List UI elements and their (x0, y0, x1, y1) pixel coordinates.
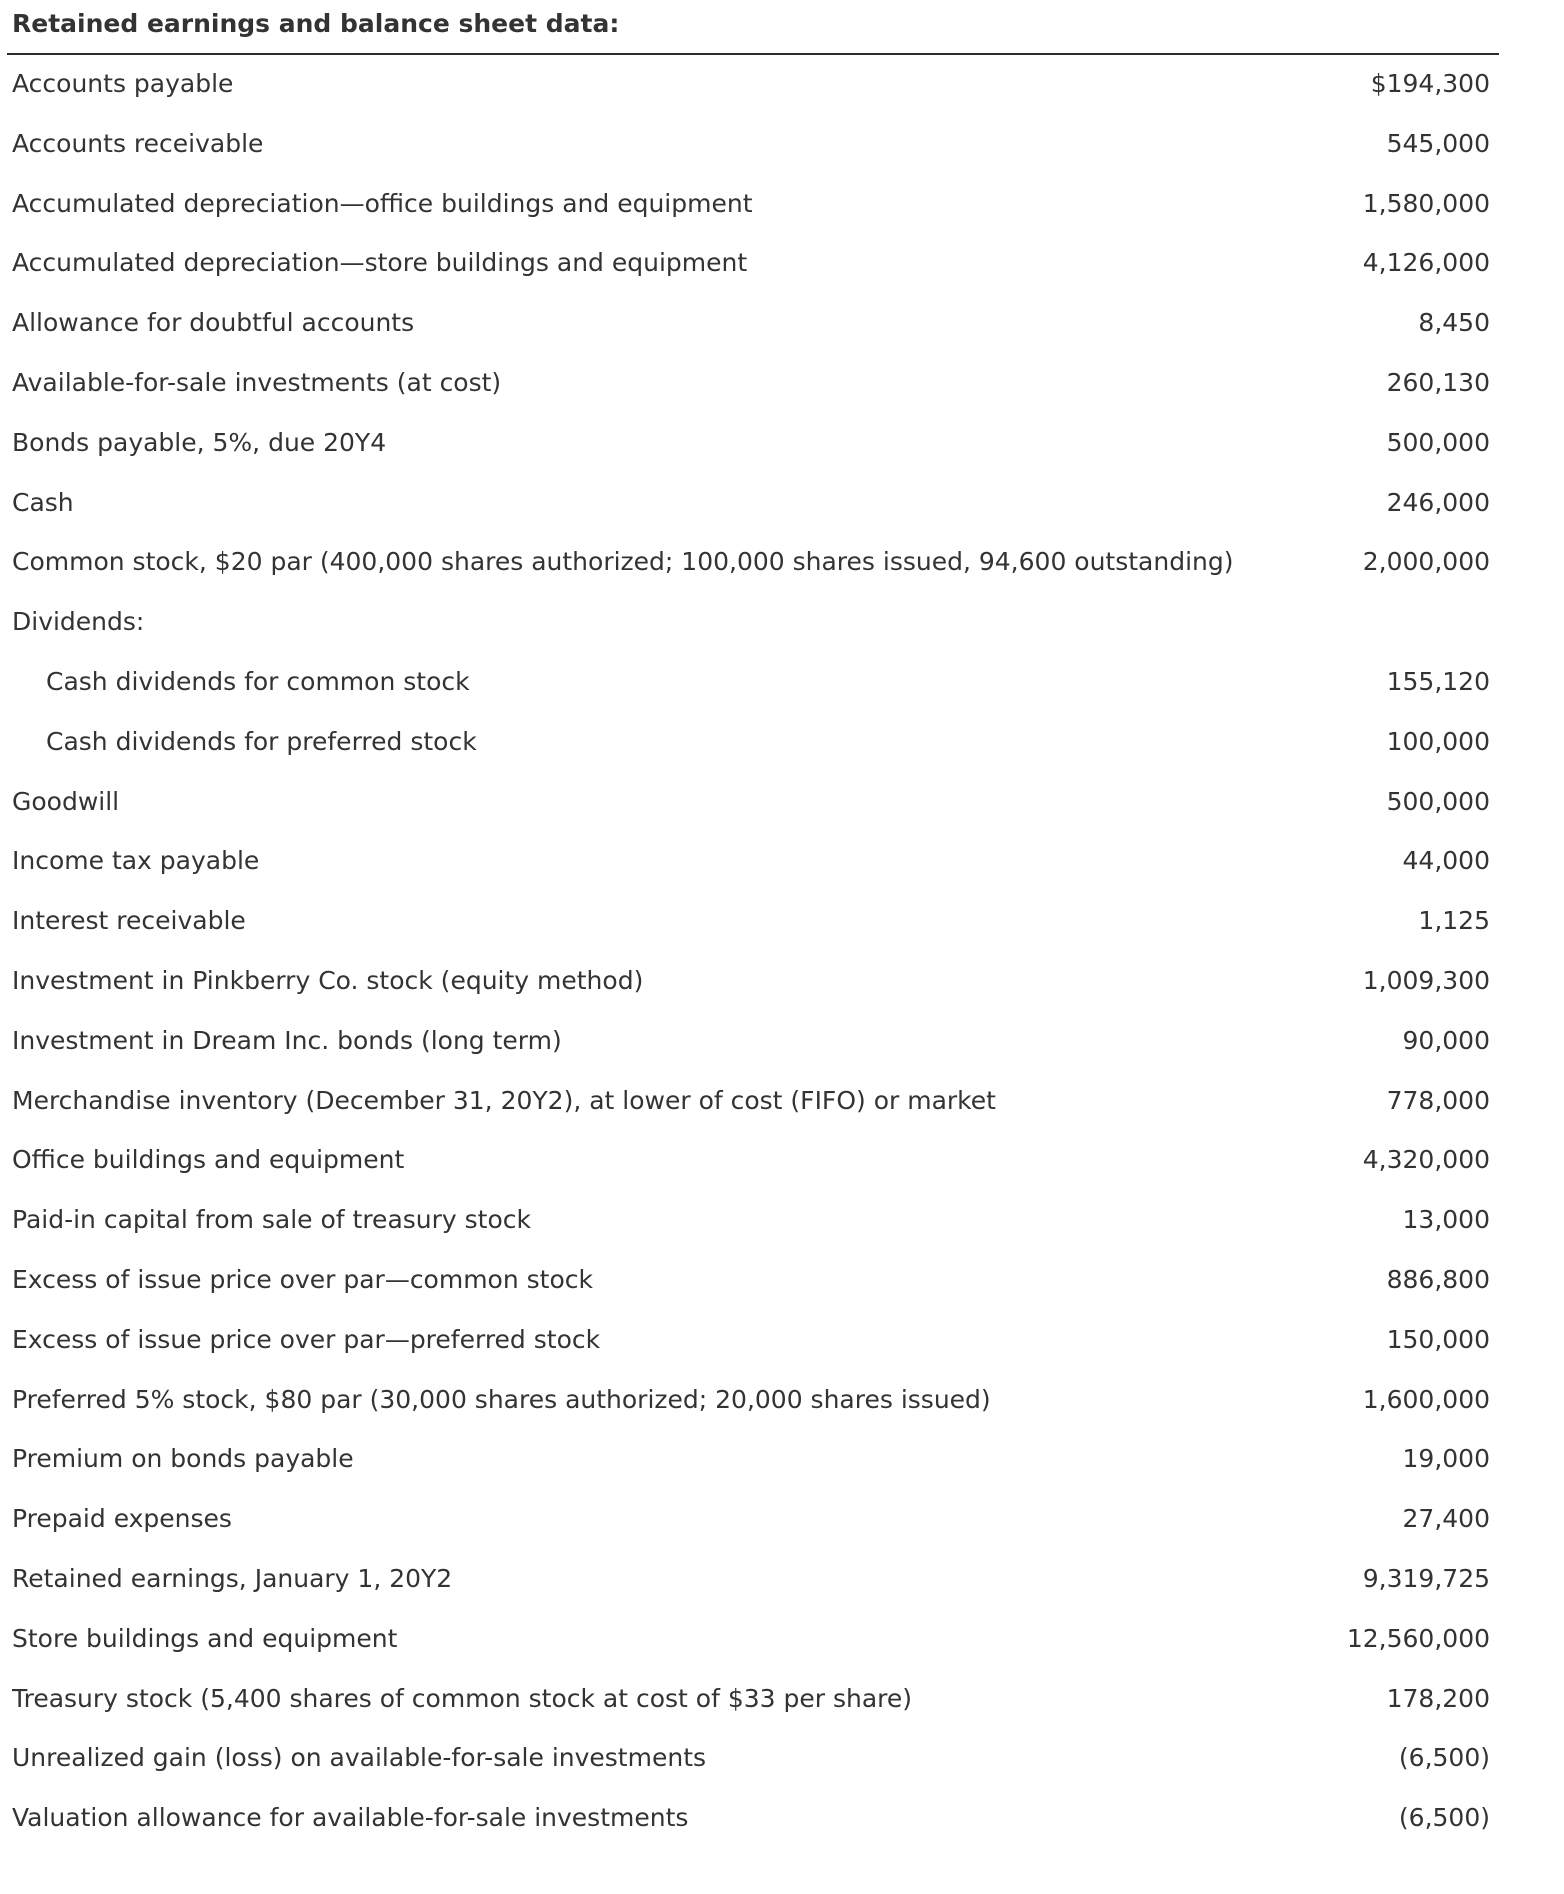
table-row (0, 1555, 1500, 1615)
table-row (0, 359, 1500, 419)
table-row (0, 1077, 1500, 1137)
account-label: Treasury stock (5,400 shares of common stock at cost of $33 per share) (12, 1683, 913, 1713)
table-row (0, 299, 1500, 359)
table-row (0, 1675, 1500, 1735)
account-label: Valuation allowance for available-for-sale investments (12, 1803, 689, 1833)
account-label: Income tax payable (12, 846, 260, 876)
account-label: Merchandise inventory (December 31, 20Y2), at lower of cost (FIFO) or market (12, 1085, 996, 1115)
account-amount: 1,580,000 (1362, 188, 1490, 218)
table-row (0, 180, 1500, 240)
account-amount: (6,500) (1398, 1743, 1490, 1773)
account-label: Accumulated depreciation—store buildings and equipment (12, 248, 748, 278)
account-amount: 178,200 (1386, 1683, 1490, 1713)
account-amount: 8,450 (1418, 308, 1490, 338)
account-amount: 1,600,000 (1362, 1384, 1490, 1414)
account-amount: 150,000 (1386, 1324, 1490, 1354)
account-amount: 500,000 (1386, 427, 1490, 457)
account-label: Goodwill (12, 786, 120, 816)
account-label: Office buildings and equipment (12, 1145, 405, 1175)
account-amount: 100,000 (1386, 726, 1490, 756)
account-amount: 12,560,000 (1346, 1623, 1490, 1653)
account-label: Investment in Pinkberry Co. stock (equity method) (12, 965, 644, 995)
account-amount: 13,000 (1402, 1205, 1490, 1235)
table-row (0, 1017, 1500, 1077)
account-label: Prepaid expenses (12, 1504, 232, 1534)
account-label: Excess of issue price over par—common stock (12, 1264, 593, 1294)
table-row (0, 1495, 1500, 1555)
table-row (0, 1794, 1500, 1854)
account-label: Preferred 5% stock, $80 par (30,000 shares authorized; 20,000 shares issued) (12, 1384, 991, 1414)
account-label: Investment in Dream Inc. bonds (long term) (12, 1025, 562, 1055)
account-label: Cash dividends for common stock (46, 666, 470, 696)
account-label: Accounts payable (12, 69, 234, 98)
table-row (0, 1734, 1500, 1794)
account-label: Cash dividends for preferred stock (46, 726, 477, 756)
table-row (0, 837, 1500, 897)
table-row (0, 658, 1500, 718)
account-amount: 9,319,725 (1362, 1563, 1490, 1593)
account-amount: $194,300 (1370, 69, 1490, 98)
account-amount: 1,009,300 (1362, 965, 1490, 995)
account-label: Store buildings and equipment (12, 1623, 398, 1653)
account-amount: 246,000 (1386, 487, 1490, 517)
account-amount: 1,125 (1418, 906, 1490, 936)
account-amount: 2,000,000 (1362, 547, 1490, 577)
table-row (0, 538, 1500, 598)
account-label: Interest receivable (12, 906, 246, 936)
account-label: Bonds payable, 5%, due 20Y4 (12, 427, 387, 457)
account-amount: 90,000 (1402, 1025, 1490, 1055)
table-row (0, 479, 1500, 539)
header-divider (7, 53, 1499, 55)
account-label: Unrealized gain (loss) on available-for-sale investments (12, 1743, 707, 1773)
account-amount: 886,800 (1386, 1264, 1490, 1294)
account-amount: 260,130 (1386, 367, 1490, 397)
account-amount: 44,000 (1402, 846, 1490, 876)
account-amount: (6,500) (1398, 1803, 1490, 1833)
table-row (0, 897, 1500, 957)
table-row (0, 60, 1500, 120)
account-amount: 778,000 (1386, 1085, 1490, 1115)
table-row (0, 1256, 1500, 1316)
account-amount: 4,320,000 (1362, 1145, 1490, 1175)
account-label: Accounts receivable (12, 128, 264, 158)
account-amount: 155,120 (1386, 666, 1490, 696)
table-row (0, 778, 1500, 838)
account-label: Dividends: (12, 607, 145, 637)
account-amount: 500,000 (1386, 786, 1490, 816)
account-label: Available-for-sale investments (at cost) (12, 367, 502, 397)
table-row (0, 718, 1500, 778)
account-amount: 19,000 (1402, 1444, 1490, 1474)
table-row (0, 239, 1500, 299)
table-row (0, 598, 1500, 658)
account-label: Premium on bonds payable (12, 1444, 354, 1474)
table-row (0, 120, 1500, 180)
account-label: Allowance for doubtful accounts (12, 308, 415, 338)
table-row (0, 1435, 1500, 1495)
account-label: Excess of issue price over par—preferred stock (12, 1324, 601, 1354)
table-title: Retained earnings and balance sheet data: (12, 9, 620, 38)
table-row (0, 1196, 1500, 1256)
account-label: Accumulated depreciation—office buildings and equipment (12, 188, 753, 218)
table-row (0, 419, 1500, 479)
table-row (0, 1136, 1500, 1196)
table-row (0, 957, 1500, 1017)
table-row (0, 1316, 1500, 1376)
table-row (0, 1615, 1500, 1675)
table-row (0, 1376, 1500, 1436)
account-label: Cash (12, 487, 74, 517)
account-amount: 27,400 (1402, 1504, 1490, 1534)
account-label: Paid-in capital from sale of treasury stock (12, 1205, 531, 1235)
account-label: Retained earnings, January 1, 20Y2 (12, 1563, 453, 1593)
account-amount: 4,126,000 (1362, 248, 1490, 278)
data-rows (0, 60, 1500, 1854)
account-amount: 545,000 (1386, 128, 1490, 158)
account-label: Common stock, $20 par (400,000 shares authorized; 100,000 shares issued, 94,600 outstanding) (12, 547, 1234, 577)
